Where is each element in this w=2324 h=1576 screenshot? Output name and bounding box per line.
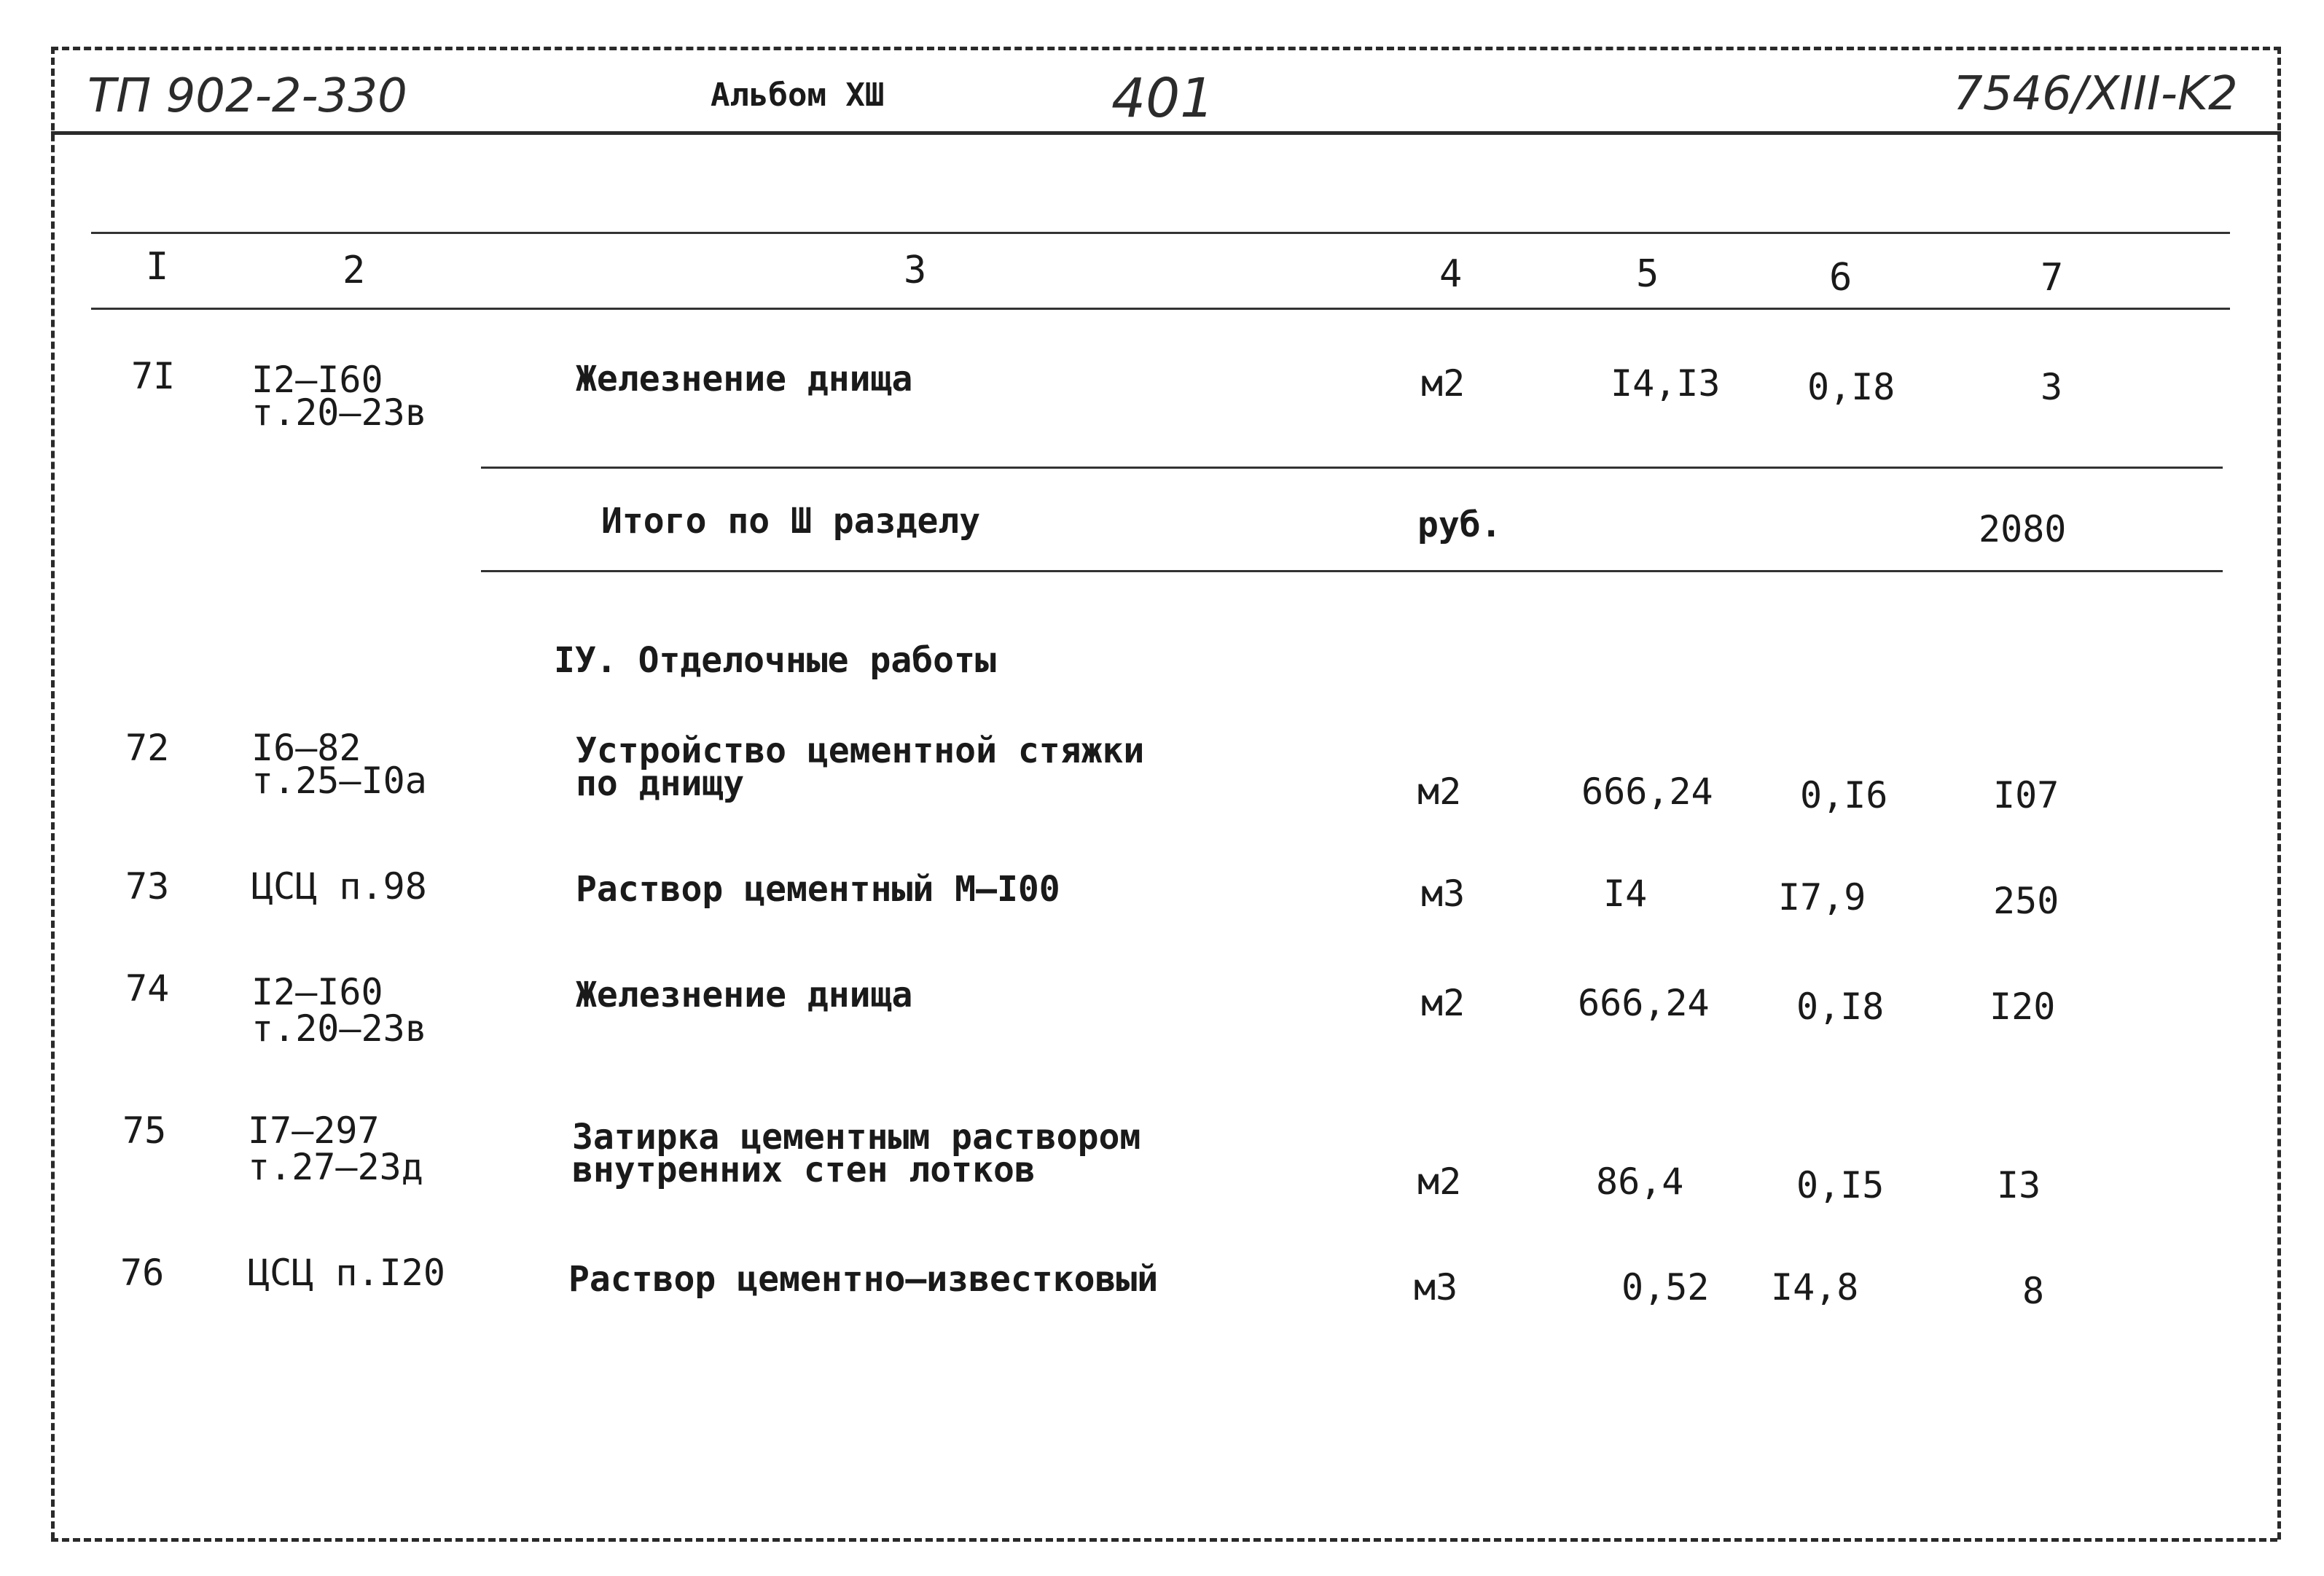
row-code: I2–I60 [251,359,383,401]
row-quantity: 0,52 [1621,1266,1710,1308]
row-code: I6–82 [251,727,361,769]
row-code: ЦСЦ п.I20 [248,1252,445,1294]
album-label: Альбом XШ [711,77,885,114]
table-top-rule [91,232,2230,234]
row-total: 250 [1993,880,2059,922]
row-quantity: 86,4 [1596,1160,1684,1203]
row-description: Железнение днища [576,359,913,399]
row-number: 75 [122,1109,167,1152]
row-number: 7I [131,355,176,397]
frame-border-top [51,47,2281,50]
row-quantity: 666,24 [1581,771,1713,813]
subtotal-top-rule [481,467,2223,469]
row-description: Устройство цементной стяжки [576,730,1145,771]
subtotal-bottom-rule [481,570,2223,572]
col-header-4: 4 [1439,252,1463,296]
inventory-number: 7546/XIII-K2 [1953,67,2238,121]
frame-border-left [51,47,55,1540]
row-number: 73 [125,865,170,908]
col-header-6: 6 [1829,256,1852,300]
col-header-5: 5 [1636,252,1659,296]
frame-border-right [2277,47,2281,1540]
row-total: I3 [1997,1164,2041,1206]
col-header-1: I [146,245,169,289]
row-price: 0,I8 [1807,366,1895,408]
row-total: I20 [1990,986,2056,1028]
row-price: 0,I5 [1796,1164,1885,1206]
row-unit: м3 [1421,873,1466,915]
row-code: ЦСЦ п.98 [251,865,427,908]
row-unit: м2 [1421,362,1466,405]
frame-border-bottom [51,1538,2277,1542]
row-total: 8 [2022,1270,2045,1312]
row-number: 74 [125,967,170,1010]
row-description: Раствор цементный М–I00 [576,869,1060,910]
row-price: 0,I6 [1800,774,1888,816]
row-price: I7,9 [1778,876,1866,918]
row-code-ref: т.27–23д [248,1146,423,1188]
col-header-3: 3 [904,249,927,292]
row-description-line2: внутренних стен лотков [572,1150,1036,1190]
row-code-ref: т.20–23в [251,1007,427,1050]
row-price: 0,I8 [1796,986,1885,1028]
row-description-line2: по днищу [576,763,745,804]
header-divider [51,131,2281,135]
row-quantity: 666,24 [1578,982,1710,1024]
row-code: I2–I60 [251,971,383,1013]
doc-code: ТП 902-2-330 [87,69,407,123]
row-number: 76 [120,1252,165,1294]
row-total: I07 [1993,774,2059,816]
row-description: Затирка цементным раствором [572,1117,1141,1158]
row-code-ref: т.20–23в [251,391,427,434]
col-header-2: 2 [343,249,366,292]
row-unit: м2 [1417,771,1462,813]
row-unit: м2 [1421,982,1466,1024]
row-code: I7–297 [248,1109,380,1152]
col-header-7: 7 [2041,256,2064,300]
row-code-ref: т.25–I0а [251,760,427,802]
row-description: Раствор цементно–известковый [568,1259,1159,1300]
row-number: 72 [125,727,170,769]
subtotal-label: Итого по Ш разделу [601,501,981,542]
table-header-rule [91,308,2230,310]
subtotal-total: 2080 [1979,508,2067,550]
page-number: 401 [1111,67,1215,130]
row-total: 3 [2041,366,2063,408]
row-quantity: I4 [1603,873,1648,915]
section-title: IУ. Отделочные работы [554,640,996,681]
row-price: I4,8 [1771,1266,1859,1308]
row-quantity: I4,I3 [1611,362,1721,405]
subtotal-unit: руб. [1417,504,1502,545]
row-unit: м2 [1417,1160,1462,1203]
row-description: Железнение днища [576,975,913,1015]
row-unit: м3 [1414,1266,1458,1308]
